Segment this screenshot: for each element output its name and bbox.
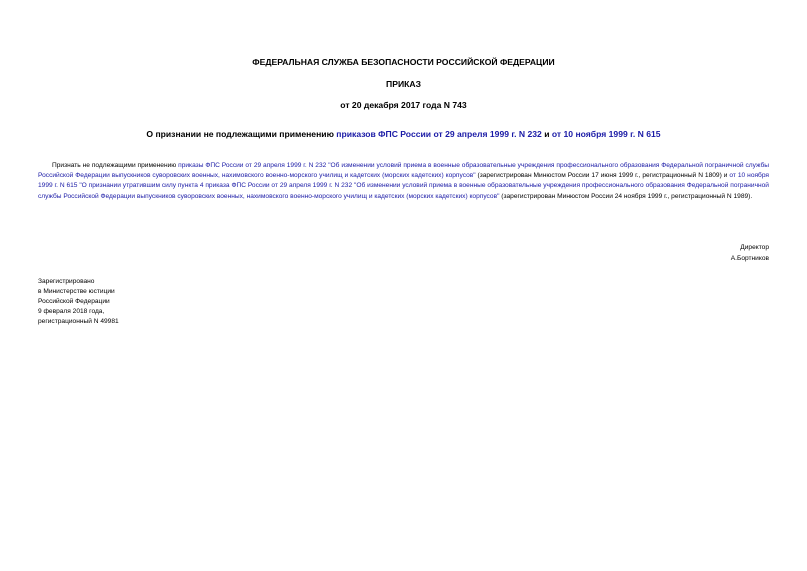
registration-line: Российской Федерации (38, 298, 110, 305)
document-date-number: от 20 декабря 2017 года N 743 (340, 100, 467, 110)
document-title (0, 129, 807, 140)
title-middle: и (541, 129, 552, 139)
title-link-order-232[interactable]: приказов ФПС России от 29 апреля 1999 г. N 232 (336, 129, 542, 139)
agency-name: ФЕДЕРАЛЬНАЯ СЛУЖБА БЕЗОПАСНОСТИ РОССИЙСКОЙ ФЕДЕРАЦИИ (252, 57, 555, 67)
registration-line: Зарегистрировано (38, 278, 95, 285)
signatory-position: Директор (740, 244, 769, 251)
title-prefix: О признании не подлежащими применению (146, 129, 337, 139)
registration-line: регистрационный N 49981 (38, 318, 119, 325)
body-link-order-615[interactable]: от 10 ноября 1999 г. N 615 "О признании утратившим силу пункта 4 приказа ФПС России от 29 апреля 1999 г. N 232 "Об изменении условий приема в военные образовательные учреждения профессионального образования Федеральной пограничной службы Российской Федерации выпускников суворовских военных, нахимовского военно-морского училищ и кадетских (морских кадетских) корпусов" (38, 172, 769, 200)
signatory-name: А.Бортников (730, 255, 769, 262)
registration-line: в Министерстве юстиции (38, 288, 115, 295)
body-text-2: (зарегистрирован Минюстом России 17 июня 1999 г., регистрационный N 1809) и (475, 172, 730, 180)
body-text-3: (зарегистрирован Минюстом России 24 ноября 1999 г., регистрационный N 1989). (499, 192, 753, 200)
body-text-1: Признать не подлежащими применению (52, 162, 179, 169)
registration-line: 9 февраля 2018 года, (38, 308, 105, 315)
title-link-order-615[interactable]: от 10 ноября 1999 г. N 615 (551, 129, 661, 139)
body-link-order-232[interactable]: приказы ФПС России от 29 апреля 1999 г. N 232 "Об изменении условий приема в военные образовательные учреждения профессионального образования Федеральной пограничной службы Российской Федерации выпускников суворовских военных, нахимовского военно-морского училищ и кадетских (морских кадетских) корпусов" (38, 162, 769, 180)
body-paragraph (38, 161, 769, 202)
document-type: ПРИКАЗ (386, 79, 421, 89)
